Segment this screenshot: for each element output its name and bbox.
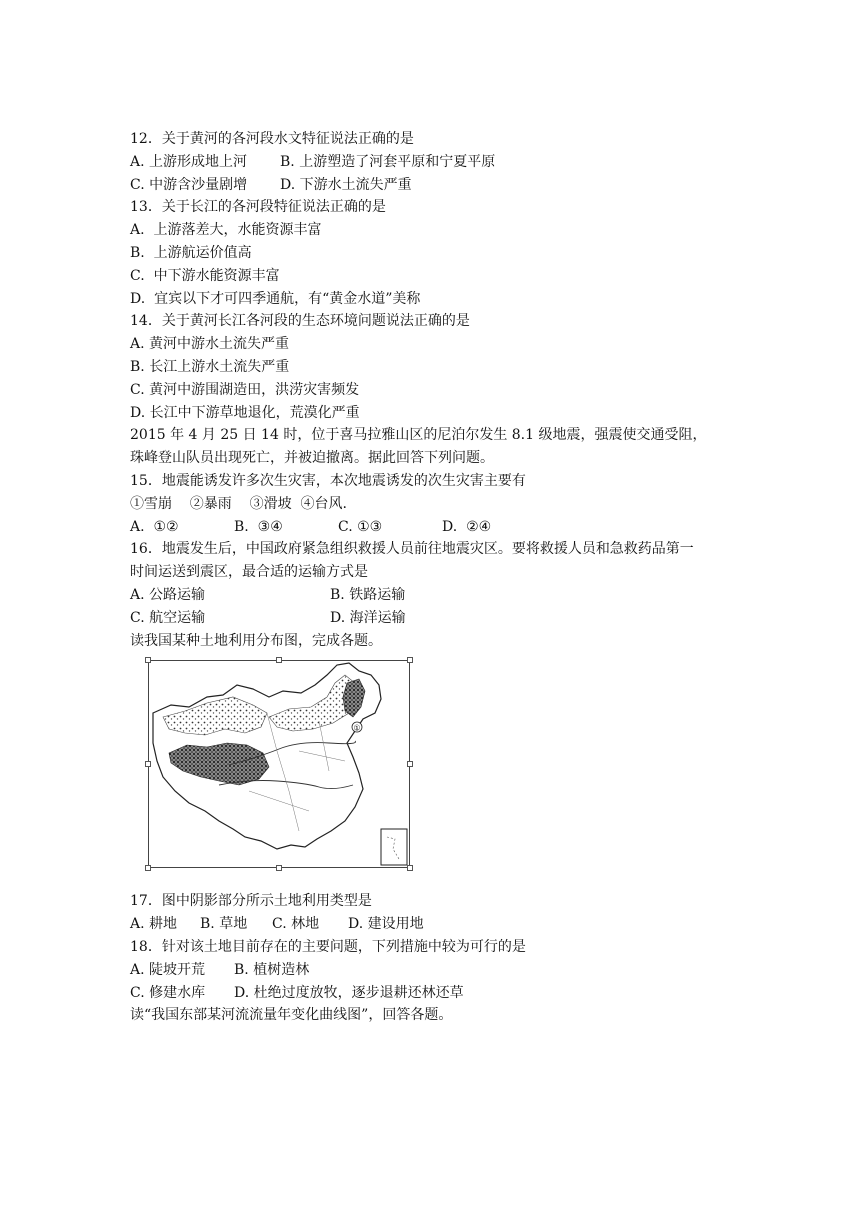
resize-handle[interactable] [407,761,413,767]
q18-stem: 18．针对该土地目前存在的主要问题，下列措施中较为可行的是 [130,938,526,955]
context-earthquake-line1: 2015 年 4 月 25 日 14 时，位于喜马拉雅山区的尼泊尔发生 8.1 级地震，强震使交通受阻， [130,427,707,444]
q13-option-a: A. 上游落差大，水能资源丰富 [130,222,322,239]
q17-option-b: B. 草地 [200,916,248,933]
q18-option-d: D. 杜绝过度放牧，逐步退耕还林还草 [234,984,464,1001]
map-marker-label: ① [353,723,361,733]
q16-stem-line2: 时间运送到震区，最合适的运输方式是 [130,564,368,581]
q12-stem: 12．关于黄河的各河段水文特征说法正确的是 [130,131,414,147]
exam-page [130,128,740,1027]
q15-stem: 15．地震能诱发许多次生灾害，本次地震诱发的次生灾害主要有 [130,472,526,489]
q18-options-row2 [130,982,740,1005]
q16-option-d: D. 海洋运输 [330,609,406,626]
land-use-map-figure [144,656,414,872]
q18-option-c: C. 修建水库 [130,984,206,1001]
q13-option-b: B. 上游航运价值高 [130,244,252,261]
context-river-flow: 读“我国东部某河流流量年变化曲线图”，回答各题。 [130,1007,453,1024]
map-marker-1 [352,722,362,733]
q12-options-row2 [130,174,740,197]
q16-option-a: A. 公路运输 [130,586,206,603]
context-earthquake-line2: 珠峰登山队员出现死亡，并被迫撤离。据此回答下列问题。 [130,450,494,467]
q16-option-b: B. 铁路运输 [330,586,406,603]
q13-option-c: C. 中下游水能资源丰富 [130,267,280,284]
q14-stem: 14．关于黄河长江各河段的生态环境问题说法正确的是 [130,313,470,330]
south-china-sea-inset [381,829,407,865]
q14-option-a: A. 黄河中游水土流失严重 [130,336,290,353]
q14-option-c: C. 黄河中游围湖造田，洪涝灾害频发 [130,381,360,398]
map-frame [148,660,410,868]
resize-handle[interactable] [145,865,151,871]
q17-option-c: C. 林地 [272,916,320,933]
q15-option-b: B. ③④ [234,518,283,535]
q15-options [130,516,740,539]
q17-options [130,913,740,936]
q17-option-d: D. 建设用地 [348,916,424,933]
q13-stem: 13．关于长江的各河段特征说法正确的是 [130,199,386,216]
q17-stem: 17．图中阴影部分所示土地利用类型是 [130,893,372,910]
q12-option-d: D. 下游水土流失严重 [280,176,412,193]
q15-option-d: D. ②④ [442,518,492,535]
q15-items: ①雪崩 ②暴雨 ③滑坡 ④台风. [130,495,347,512]
resize-handle[interactable] [407,657,413,663]
resize-handle[interactable] [145,657,151,663]
resize-handle[interactable] [276,865,282,871]
q12-options-row1 [130,151,740,174]
resize-handle[interactable] [407,865,413,871]
q18-option-b: B. 植树造林 [234,961,310,978]
q15-option-a: A. ①② [130,518,179,535]
q12-option-b: B. 上游塑造了河套平原和宁夏平原 [280,153,496,170]
q12-option-c: C. 中游含沙量剧增 [130,176,248,193]
q16-options-row2 [130,607,740,630]
china-map-image [149,661,409,867]
context-land-use: 读我国某种土地利用分布图，完成各题。 [130,632,382,649]
resize-handle[interactable] [145,761,151,767]
q14-option-b: B. 长江上游水土流失严重 [130,358,290,375]
q16-stem-line1: 16．地震发生后，中国政府紧急组织救援人员前往地震灾区。要将救援人员和急救药品第一 [130,541,694,558]
q16-option-c: C. 航空运输 [130,609,206,626]
q13-option-d: D. 宜宾以下才可四季通航，有“黄金水道”美称 [130,290,421,307]
q18-option-a: A. 陡坡开荒 [130,961,206,978]
q16-options-row1 [130,584,740,607]
q17-option-a: A. 耕地 [130,916,178,933]
q14-option-d: D. 长江中下游草地退化，荒漠化严重 [130,404,360,421]
q12-option-a: A. 上游形成地上河 [130,153,248,170]
q18-options-row1 [130,959,740,982]
resize-handle[interactable] [276,657,282,663]
q15-option-c: C. ①③ [338,518,383,535]
